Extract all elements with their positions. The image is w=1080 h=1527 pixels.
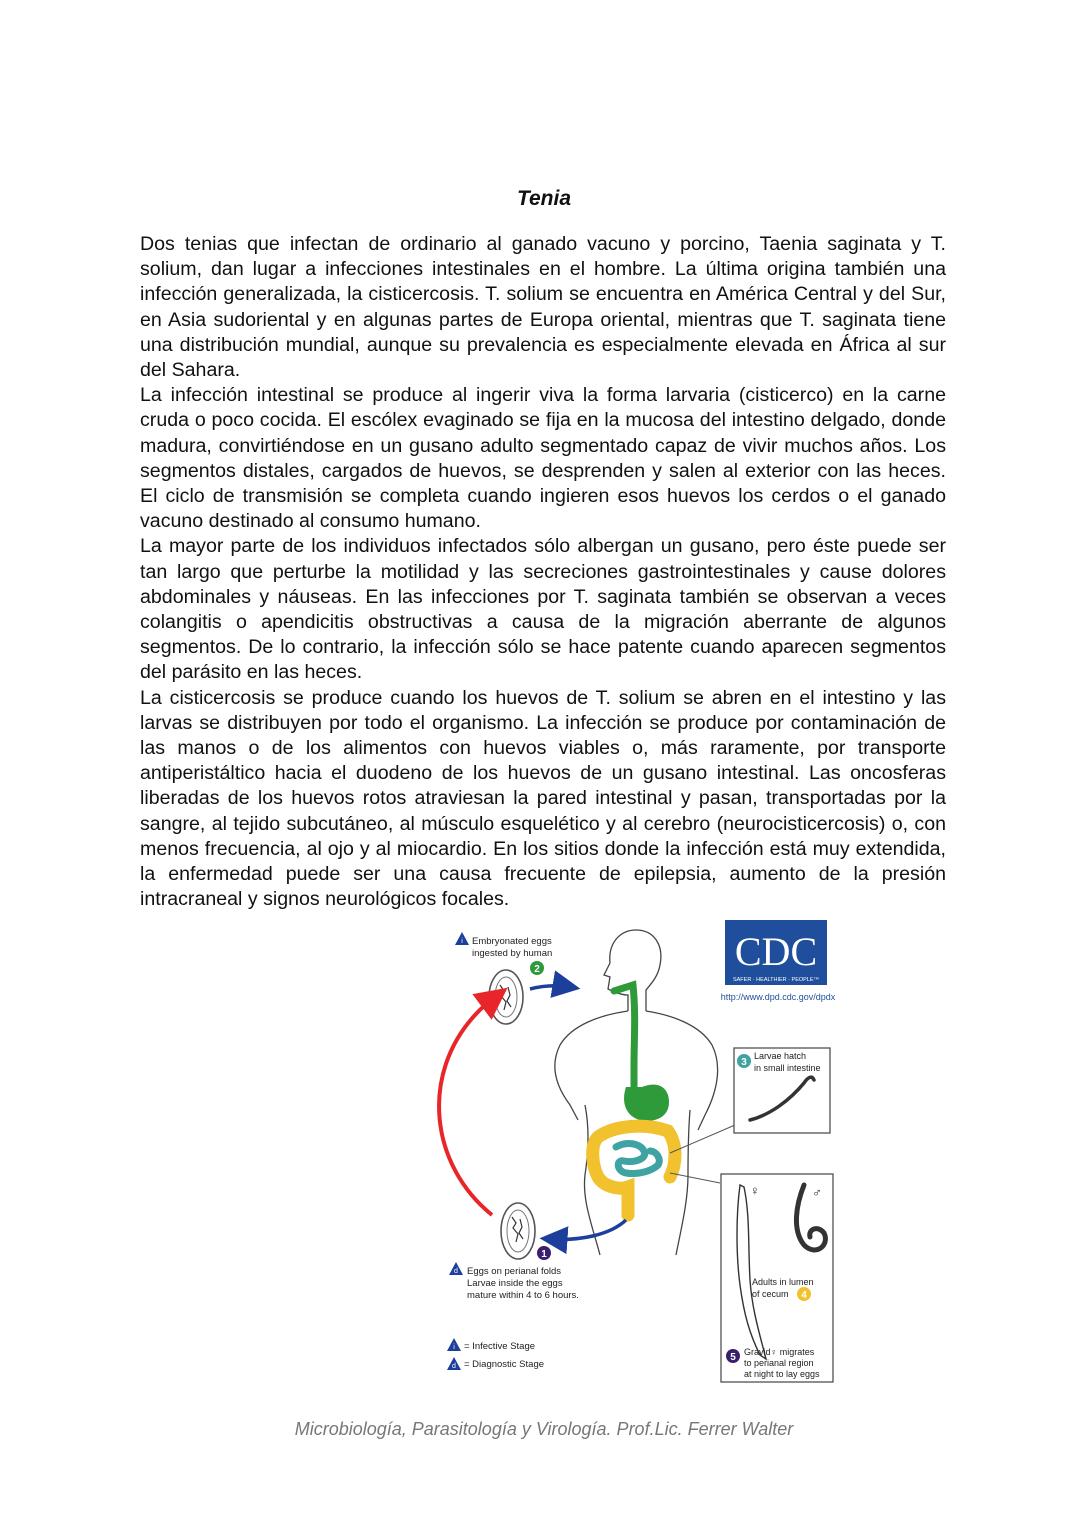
- svg-text:mature within 4 to 6 hours.: mature within 4 to 6 hours.: [467, 1290, 579, 1301]
- egg-deposit-arrow: [550, 1220, 626, 1239]
- adult-worms-box: [721, 1174, 833, 1382]
- svg-text:ingested by human: ingested by human: [472, 948, 553, 959]
- ingestion-arrow: [530, 986, 570, 989]
- cdc-url: http://www.dpd.cdc.gov/dpdx: [720, 992, 836, 1002]
- svg-text:Eggs on perianal folds: Eggs on perianal folds: [467, 1266, 562, 1277]
- life-cycle-diagram: [420, 915, 850, 1390]
- cdc-logo: [725, 920, 827, 985]
- svg-text:= Infective Stage: = Infective Stage: [464, 1341, 536, 1352]
- step-3-box: [734, 1048, 830, 1133]
- svg-text:to perianal region: to perianal region: [744, 1358, 814, 1368]
- document-title: Tenia: [516, 187, 572, 210]
- legend-diagnostic-marker: d: [452, 1363, 456, 1370]
- cdc-tagline: SAFER · HEALTHIER · PEOPLE™: [732, 977, 820, 983]
- paragraph-4: La cisticercosis se produce cuando los huevos de T. solium se abren en el intestino y las larvas se distribuyen por todo el organismo. La infección se produce por contaminación de las manos o de los alimentos con huevos viables o, más raramente, por transporte antiperistáltico hacia el duodeno de los huevos de un gusano intestinal. Las oncosferas liberadas de los huevos rotos atraviesan la pared intestinal y pasan, transportadas por la sangre, al tejido subcutáneo, al músculo esquelético y al cerebro (neurocisticercosis) o, con menos frecuencia, al ojo y al miocardio. En los sitios donde la infección está muy extendida, la enfermedad puede ser una causa frecuente de epilepsia, aumento de la presión intracraneal y signos neurológicos focales.: [140, 686, 946, 911]
- digestive-tract: [593, 985, 675, 1215]
- svg-text:Larvae inside the eggs: Larvae inside the eggs: [467, 1278, 563, 1289]
- svg-text:Adults in lumen: Adults in lumen: [752, 1277, 814, 1287]
- diagnostic-marker-step1: d: [454, 1268, 458, 1275]
- step-1-number: 1: [541, 1249, 547, 1260]
- step-3-number: 3: [741, 1057, 747, 1068]
- cycle-arrow: [439, 995, 498, 1215]
- stage-legend: [447, 1338, 544, 1370]
- paragraph-2: La infección intestinal se produce al ingerir viva la forma larvaria (cisticerco) en la carne cruda o poco cocida. El escólex evaginado se fija en la mucosa del intestino delgado, donde madura, convirtiéndose en un gusano adulto segmentado capaz de vivir muchos años. Los segmentos distales, cargados de huevos, se desprenden y salen al exterior con las heces. El ciclo de transmisión se completa cuando ingieren esos huevos los cerdos o el ganado vacuno destinado al consumo humano.: [140, 384, 946, 533]
- step-2-label: [455, 932, 552, 975]
- document-body: [140, 232, 946, 912]
- male-symbol: ♂: [812, 1185, 822, 1200]
- perianal-egg-icon: [501, 1203, 535, 1259]
- page-footer: Microbiología, Parasitología y Virología. Prof.Lic. Ferrer Walter: [294, 1419, 794, 1439]
- paragraph-1: Dos tenias que infectan de ordinario al ganado vacuno y porcino, Taenia saginata y T. solium, dan lugar a infecciones intestinales en el hombre. La última origina también una infección generalizada, la cisticercosis. T. solium se encuentra en América Central y del Sur, en Asia sudoriental y en algunas partes de Europa oriental, mientras que T. saginata tiene una distribución mundial, aunque su prevalencia es especialmente elevada en África al sur del Sahara.: [140, 233, 946, 382]
- svg-text:in small intestine: in small intestine: [754, 1063, 821, 1073]
- svg-text:= Diagnostic Stage: = Diagnostic Stage: [464, 1359, 545, 1370]
- svg-text:Gravid♀ migrates: Gravid♀ migrates: [744, 1347, 815, 1357]
- infective-marker-step2: i: [461, 938, 463, 945]
- step-2-number: 2: [534, 964, 540, 975]
- step-5-number: 5: [730, 1352, 736, 1363]
- svg-text:Larvae hatch: Larvae hatch: [754, 1051, 807, 1061]
- legend-infective-marker: i: [453, 1344, 455, 1351]
- cdc-logo-text: CDC: [734, 929, 818, 974]
- step-4-number: 4: [801, 1290, 807, 1301]
- paragraph-3: La mayor parte de los individuos infectados sólo albergan un gusano, pero éste puede ser tan largo que perturbe la motilidad y las secreciones gastrointestinales y cause dolores abdominales y náuseas. En las infecciones por T. saginata también se observan a veces colangitis o apendicitis obstructivas a causa de la migración aberrante de algunos segmentos. De lo contrario, la infección sólo se hace patente cuando aparecen segmentos del parásito en las heces.: [140, 535, 946, 684]
- svg-text:at night to lay eggs: at night to lay eggs: [744, 1369, 820, 1379]
- female-symbol: ♀: [750, 1183, 760, 1198]
- step-1-label: [449, 1246, 579, 1301]
- svg-text:Embryonated eggs: Embryonated eggs: [472, 936, 552, 947]
- svg-text:of cecum: of cecum: [752, 1289, 789, 1299]
